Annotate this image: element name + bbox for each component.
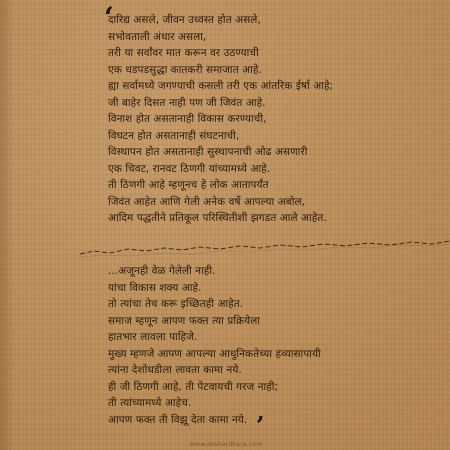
- poem-line: हातभार लावला पाहिजे.: [108, 331, 198, 343]
- poem-line: समाज म्हणून आपण फक्त त्या प्रक्रियेला: [108, 314, 261, 327]
- poem-line: दारिद्य असले, जीवन उध्वस्त होत असले,: [108, 14, 261, 26]
- poem-line: ती त्यांच्यामध्ये आहेच.: [108, 397, 192, 409]
- poem-stanza-1: [108, 12, 333, 227]
- poem-line: ...अजूनही वेळ गेलेली नाही.: [108, 265, 216, 277]
- poem-line: यांचा विकास शक्य आहे.: [108, 281, 202, 294]
- poem-line: विनाश होत असतानाही विकास करण्याची,: [108, 113, 267, 125]
- poem-line: मुख्य म्हणजे आपण आपल्या आधुनिकतेच्या हव्यासापायी: [108, 347, 321, 360]
- poem-line: आदिम पद्धतीने प्रतिकूल परिस्थितीशी झगडत आले आहेत.: [108, 212, 327, 224]
- poem-line: विस्थापन होत असतानाही सुस्थापनाची ओढ असणारी: [108, 146, 308, 158]
- poem-line: आपण फक्त ती विझू देता कामा नये.: [108, 413, 248, 426]
- poem-line: ही जी ठिणगी आहे, ती पेटवायची गरज नाही;: [108, 380, 279, 393]
- poem-line: विघटन होत असतानाही संघटनाची,: [108, 129, 240, 142]
- poem-line: तरी या सर्वांवर मात करून वर उठण्याची: [108, 47, 259, 59]
- poem-line: ह्या सर्वामध्ये जगण्याची कसली तरी एक आंतरिक ईर्षा आहे;: [108, 80, 334, 92]
- poem-line: जी बाहेर दिसत नाही पण जी जिवंत आहे.: [108, 96, 266, 109]
- torn-paper-edge-icon: [80, 238, 450, 260]
- poem-line: तो त्यांचा तेच करू इच्छितही आहेत.: [108, 298, 244, 310]
- poem-line: एक धडपडसुद्धा कातकरी समाजात आहे.: [108, 63, 262, 76]
- poem-line: सभोवताली अंधार असला,: [108, 30, 207, 43]
- poem-line: एक चिवट, रानवट ठिणगी यांच्यामध्ये आहे.: [108, 162, 271, 175]
- spine-shadow: [0, 0, 14, 450]
- opening-quote-mark: ‘: [104, 1, 114, 34]
- poem-stanza-2: [108, 263, 321, 428]
- poem-line: ती ठिणगी आहे म्हणूनच हे लोक आतापर्यंत: [108, 179, 269, 191]
- closing-quote-mark: ’: [256, 411, 265, 440]
- website-watermark[interactable]: www.akshardhara.com: [190, 441, 263, 448]
- poem-line: त्यांना देशोधडीला लावता कामा नये.: [108, 364, 242, 376]
- poem-line: जिवंत आहेत आणि गेली अनेक वर्षे आपल्या अबोल,: [108, 195, 306, 208]
